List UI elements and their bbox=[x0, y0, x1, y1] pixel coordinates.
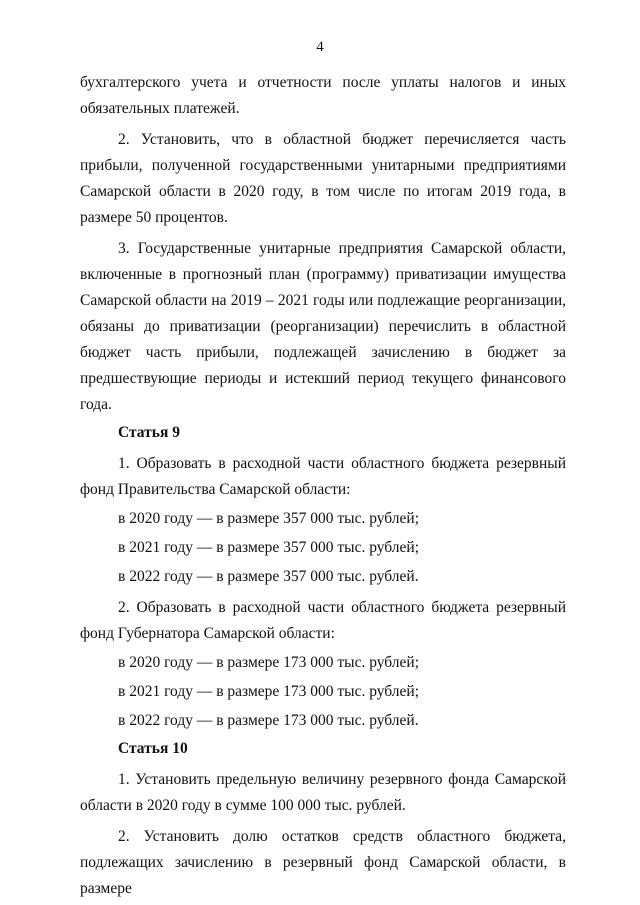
article-9-paragraph-1: 1. Образовать в расходной части областного бюджета резервный фонд Правительства Самарской области: bbox=[80, 455, 566, 498]
paragraph-3: 3. Государственные унитарные предприятия Самарской области, включенные в прогнозный план (программу) приватизации имущества Самарской области на 2019 – 2021 годы или подлежащие реорганизации, обязаны до приватизации (реорганизации) перечислить в областной бюджет часть прибыли, подлежащей зачислению в бюджет за предшествующие периоды и истекший период текущего финансового года. bbox=[80, 240, 566, 413]
paragraph-2: 2. Установить, что в областной бюджет перечисляется часть прибыли, полученной государственными унитарными предприятиями Самарской области в 2020 году, в том числе по итогам 2019 года, в размере 50 процентов. bbox=[80, 131, 566, 226]
amount-line: в 2022 году — в размере 173 000 тыс. рублей. bbox=[118, 712, 419, 729]
amount-line: в 2020 году — в размере 173 000 тыс. рублей; bbox=[118, 654, 420, 671]
amount-line: в 2021 году — в размере 357 000 тыс. рублей; bbox=[118, 539, 420, 556]
article-10-heading: Статья 10 bbox=[118, 740, 188, 757]
document-body bbox=[80, 70, 566, 902]
article-9-heading: Статья 9 bbox=[118, 424, 180, 441]
article-10-paragraph-1: 1. Установить предельную величину резервного фонда Самарской области в 2020 году в сумме 100 000 тыс. рублей. bbox=[80, 771, 566, 814]
amount-line: в 2020 году — в размере 357 000 тыс. рублей; bbox=[118, 510, 420, 527]
amount-line: в 2022 году — в размере 357 000 тыс. рублей. bbox=[118, 568, 419, 585]
amount-line: в 2021 году — в размере 173 000 тыс. рублей; bbox=[118, 683, 420, 700]
article-9-paragraph-2: 2. Образовать в расходной части областного бюджета резервный фонд Губернатора Самарской области: bbox=[80, 599, 566, 642]
page-number: 4 bbox=[316, 39, 324, 55]
article-10-paragraph-2: 2. Установить долю остатков средств областного бюджета, подлежащих зачислению в резервный фонд Самарской области, в размере bbox=[80, 828, 566, 897]
paragraph-continued: бухгалтерского учета и отчетности после уплаты налогов и иных обязательных платежей. bbox=[80, 74, 566, 117]
